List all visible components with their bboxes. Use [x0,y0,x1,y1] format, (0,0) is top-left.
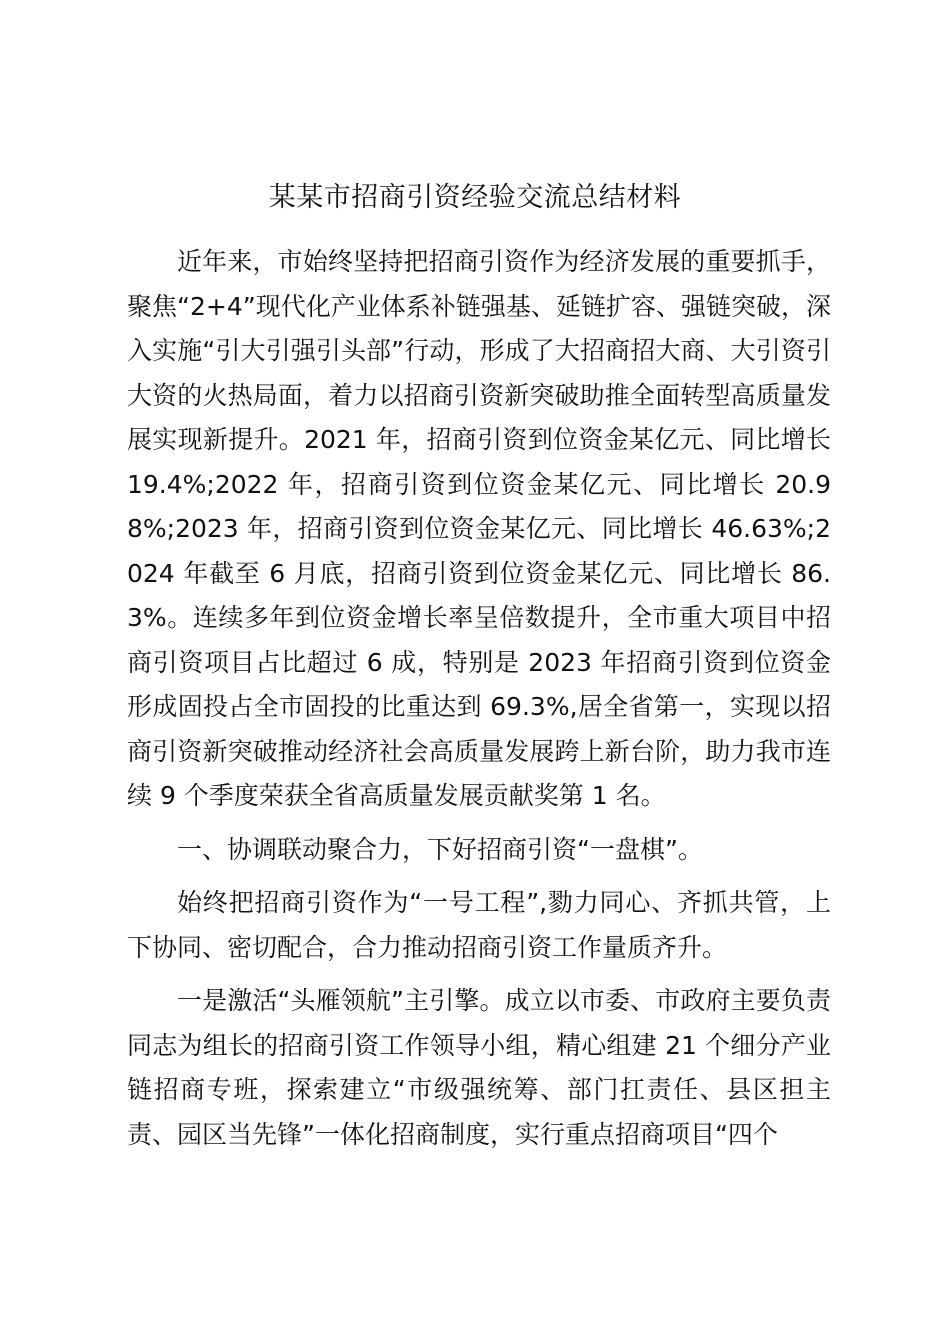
section-heading-one: 一、协调联动聚合力，下好招商引资“一盘棋”。 [177,834,703,864]
paragraph-section-one-intro: 始终把招商引资作为“一号工程”,勠力同心、齐抓共管，上下协同、密切配合，合力推动招商引资工作量质齐升。 [127,888,831,962]
paragraph-intro: 近年来，市始终坚持把招商引资作为经济发展的重要抓手，聚焦“2+4”现代化产业体系补链强基、延链扩容、强链突破，深入实施“引大引强引头部”行动，形成了大招商招大商、大引资引大资的火热局面，着力以招商引资新突破助推全面转型高质量发展实现新提升。2021 年，招商引资到位资金某亿元、同比增长 19.4%;2022 年，招商引资到位资金某亿元、同比增长 20.98%;2023 年，招商引资到位资金某亿元、同比增长 46.63%;2024 年截至 6 月底，招商引资到位资金某亿元、同比增长 86.3%。连续多年到位资金增长率呈倍数提升，全市重大项目中招商引资项目占比超过 6 成，特别是 2023 年招商引资到位资金形成固投占全市固投的比重达到 69.3%,居全省第一，实现以招商引资新突破推动经济社会高质量发展跨上新台阶，助力我市连续 9 个季度荣获全省高质量发展贡献奖第 1 名。 [127,247,831,810]
document-title: 某某市招商引资经验交流总结材料 [268,182,682,213]
paragraph-point-one: 一是激活“头雁领航”主引擎。成立以市委、市政府主要负责同志为组长的招商引资工作领导小组，精心组建 21 个细分产业链招商专班，探索建立“市级强统筹、部门扛责任、县区担主责、园区当先锋”一体化招商制度，实行重点招商项目“四个 [127,986,831,1149]
document-body [127,240,831,1166]
